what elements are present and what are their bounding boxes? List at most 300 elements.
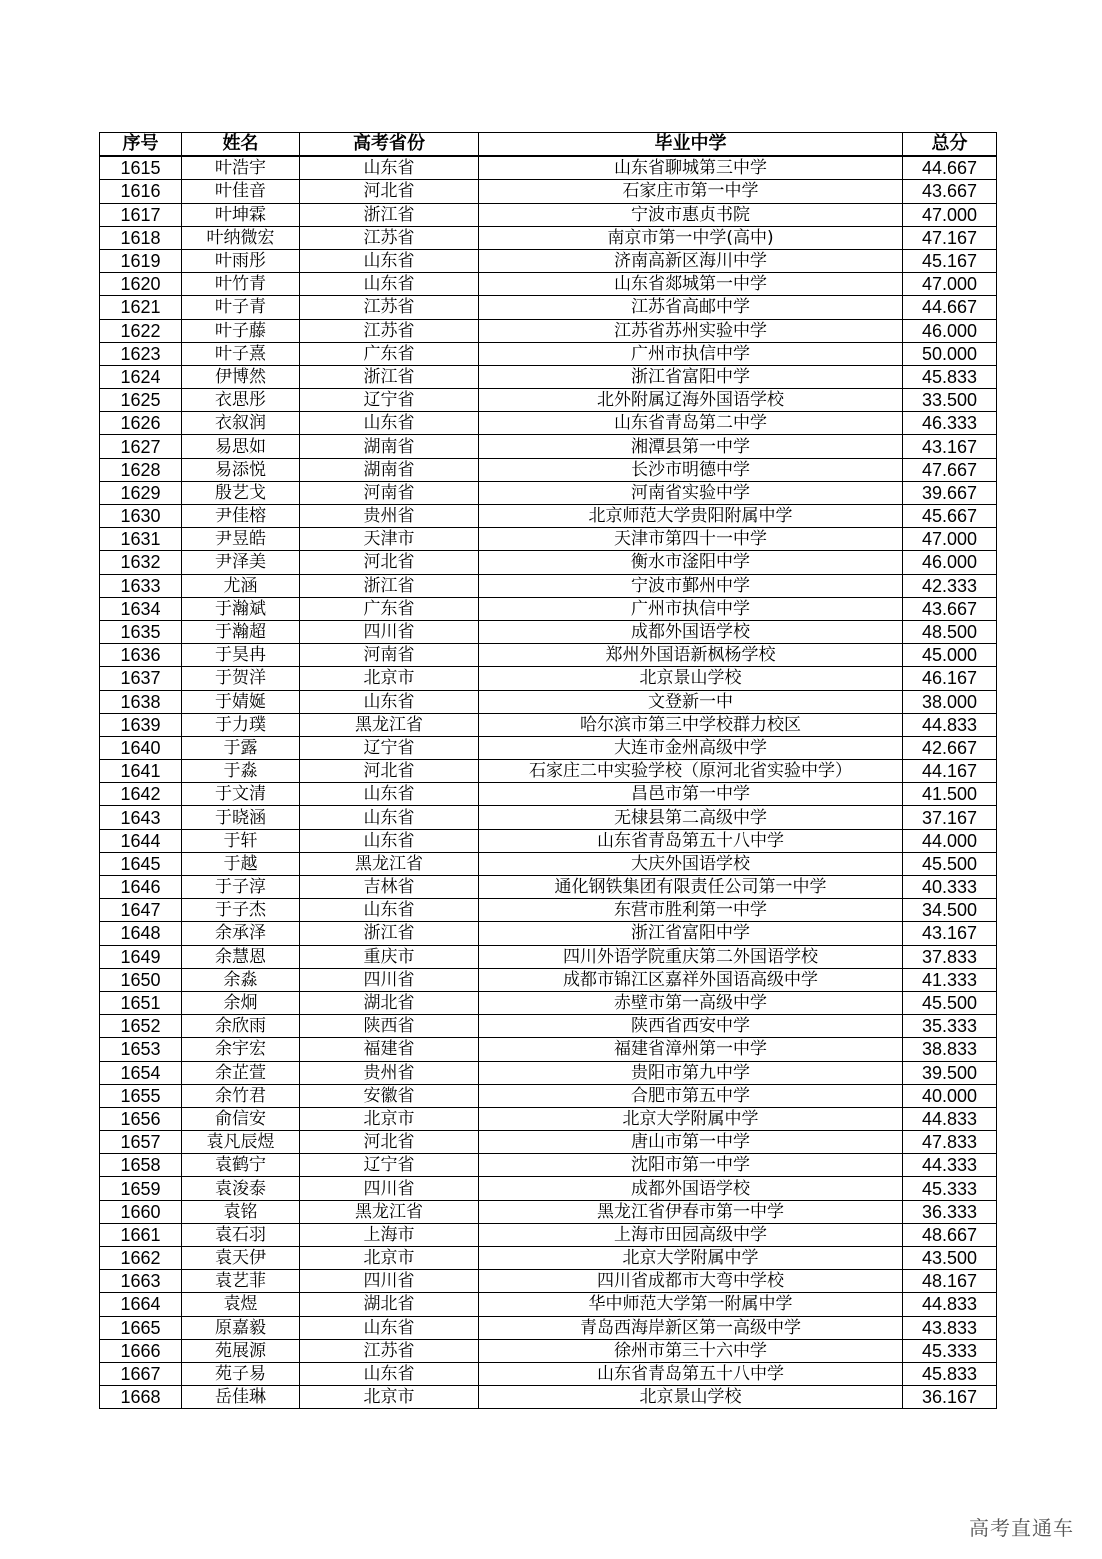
table-row: [100, 319, 997, 342]
table-row: [100, 574, 997, 597]
table-row: [100, 1270, 997, 1293]
cell-province: 山东省: [300, 412, 479, 435]
table-row: [100, 922, 997, 945]
cell-school: 宁波市鄞州中学: [479, 574, 903, 597]
header-province: 高考省份: [300, 133, 479, 157]
cell-name: 俞信安: [182, 1107, 300, 1130]
cell-name: 余炯: [182, 991, 300, 1014]
table-row: [100, 1015, 997, 1038]
table-row: [100, 945, 997, 968]
cell-province: 上海市: [300, 1223, 479, 1246]
table-row: [100, 1316, 997, 1339]
cell-province: 山东省: [300, 806, 479, 829]
header-index: 序号: [100, 133, 182, 157]
table-row: [100, 736, 997, 759]
table-row: [100, 1200, 997, 1223]
cell-school: 济南高新区海川中学: [479, 249, 903, 272]
cell-index: 1666: [100, 1339, 182, 1362]
cell-score: 45.833: [903, 365, 997, 388]
table-row: [100, 852, 997, 875]
cell-score: 47.667: [903, 458, 997, 481]
cell-province: 湖北省: [300, 991, 479, 1014]
cell-index: 1630: [100, 505, 182, 528]
cell-score: 44.833: [903, 1293, 997, 1316]
cell-school: 浙江省富阳中学: [479, 365, 903, 388]
cell-index: 1635: [100, 620, 182, 643]
cell-school: 成都外国语学校: [479, 620, 903, 643]
cell-name: 尹泽美: [182, 551, 300, 574]
cell-school: 通化钢铁集团有限责任公司第一中学: [479, 876, 903, 899]
table-row: [100, 1061, 997, 1084]
cell-school: 大连市金州高级中学: [479, 736, 903, 759]
cell-province: 浙江省: [300, 574, 479, 597]
cell-score: 45.167: [903, 249, 997, 272]
cell-province: 河北省: [300, 551, 479, 574]
cell-province: 山东省: [300, 899, 479, 922]
cell-province: 湖南省: [300, 458, 479, 481]
cell-name: 于贺洋: [182, 667, 300, 690]
table-row: [100, 1339, 997, 1362]
cell-score: 37.167: [903, 806, 997, 829]
cell-school: 长沙市明德中学: [479, 458, 903, 481]
cell-school: 衡水市滏阳中学: [479, 551, 903, 574]
cell-score: 48.667: [903, 1223, 997, 1246]
cell-province: 广东省: [300, 597, 479, 620]
cell-name: 叶竹青: [182, 273, 300, 296]
cell-province: 北京市: [300, 1386, 479, 1409]
table-row: [100, 389, 997, 412]
cell-score: 43.500: [903, 1247, 997, 1270]
table-header-row: [100, 133, 997, 157]
cell-name: 尹昱皓: [182, 528, 300, 551]
cell-index: 1655: [100, 1084, 182, 1107]
table-row: [100, 1223, 997, 1246]
cell-score: 45.000: [903, 644, 997, 667]
cell-score: 47.000: [903, 203, 997, 226]
cell-index: 1659: [100, 1177, 182, 1200]
table-row: [100, 296, 997, 319]
cell-school: 江苏省苏州实验中学: [479, 319, 903, 342]
cell-index: 1634: [100, 597, 182, 620]
table-row: [100, 1177, 997, 1200]
cell-school: 成都外国语学校: [479, 1177, 903, 1200]
cell-name: 原嘉毅: [182, 1316, 300, 1339]
cell-score: 39.667: [903, 481, 997, 504]
cell-name: 于轩: [182, 829, 300, 852]
cell-school: 沈阳市第一中学: [479, 1154, 903, 1177]
cell-score: 42.333: [903, 574, 997, 597]
cell-name: 于文清: [182, 783, 300, 806]
cell-province: 北京市: [300, 667, 479, 690]
cell-name: 易思如: [182, 435, 300, 458]
cell-index: 1663: [100, 1270, 182, 1293]
table-row: [100, 342, 997, 365]
cell-school: 福建省漳州第一中学: [479, 1038, 903, 1061]
cell-school: 河南省实验中学: [479, 481, 903, 504]
table-row: [100, 1293, 997, 1316]
cell-province: 江苏省: [300, 226, 479, 249]
cell-province: 河北省: [300, 1131, 479, 1154]
cell-score: 46.333: [903, 412, 997, 435]
cell-name: 易添悦: [182, 458, 300, 481]
cell-province: 山东省: [300, 273, 479, 296]
cell-name: 叶佳音: [182, 180, 300, 203]
cell-score: 36.167: [903, 1386, 997, 1409]
cell-index: 1636: [100, 644, 182, 667]
cell-name: 余欣雨: [182, 1015, 300, 1038]
table-row: [100, 1154, 997, 1177]
cell-score: 48.167: [903, 1270, 997, 1293]
cell-province: 黑龙江省: [300, 713, 479, 736]
table-row: [100, 1386, 997, 1409]
cell-name: 于露: [182, 736, 300, 759]
cell-school: 宁波市惠贞书院: [479, 203, 903, 226]
cell-school: 石家庄二中实验学校（原河北省实验中学）: [479, 760, 903, 783]
cell-name: 袁煜: [182, 1293, 300, 1316]
cell-school: 山东省青岛第五十八中学: [479, 829, 903, 852]
cell-index: 1649: [100, 945, 182, 968]
cell-score: 44.667: [903, 156, 997, 180]
cell-score: 44.833: [903, 713, 997, 736]
cell-province: 四川省: [300, 620, 479, 643]
cell-index: 1631: [100, 528, 182, 551]
cell-school: 东营市胜利第一中学: [479, 899, 903, 922]
cell-name: 袁铭: [182, 1200, 300, 1223]
cell-province: 浙江省: [300, 922, 479, 945]
cell-province: 湖北省: [300, 1293, 479, 1316]
cell-province: 四川省: [300, 968, 479, 991]
cell-province: 河南省: [300, 481, 479, 504]
cell-score: 45.667: [903, 505, 997, 528]
cell-name: 于瀚超: [182, 620, 300, 643]
cell-school: 北京大学附属中学: [479, 1107, 903, 1130]
cell-province: 四川省: [300, 1270, 479, 1293]
cell-school: 唐山市第一中学: [479, 1131, 903, 1154]
table-row: [100, 829, 997, 852]
cell-school: 北外附属辽海外国语学校: [479, 389, 903, 412]
cell-province: 山东省: [300, 249, 479, 272]
cell-index: 1638: [100, 690, 182, 713]
cell-score: 45.333: [903, 1177, 997, 1200]
table-row: [100, 620, 997, 643]
table-row: [100, 968, 997, 991]
cell-index: 1622: [100, 319, 182, 342]
cell-province: 河北省: [300, 760, 479, 783]
cell-school: 山东省青岛第五十八中学: [479, 1362, 903, 1385]
table-row: [100, 597, 997, 620]
cell-index: 1653: [100, 1038, 182, 1061]
cell-name: 于晓涵: [182, 806, 300, 829]
table-row: [100, 273, 997, 296]
cell-province: 四川省: [300, 1177, 479, 1200]
table-row: [100, 1084, 997, 1107]
cell-name: 苑展源: [182, 1339, 300, 1362]
cell-index: 1618: [100, 226, 182, 249]
cell-province: 黑龙江省: [300, 852, 479, 875]
cell-name: 苑子易: [182, 1362, 300, 1385]
cell-name: 于昊冉: [182, 644, 300, 667]
cell-index: 1624: [100, 365, 182, 388]
cell-name: 于力璞: [182, 713, 300, 736]
cell-name: 余宇宏: [182, 1038, 300, 1061]
cell-index: 1616: [100, 180, 182, 203]
cell-name: 袁石羽: [182, 1223, 300, 1246]
cell-name: 余慧恩: [182, 945, 300, 968]
cell-score: 41.500: [903, 783, 997, 806]
cell-province: 江苏省: [300, 319, 479, 342]
cell-score: 45.500: [903, 991, 997, 1014]
cell-school: 北京景山学校: [479, 667, 903, 690]
cell-province: 辽宁省: [300, 736, 479, 759]
cell-school: 山东省聊城第三中学: [479, 156, 903, 180]
cell-province: 浙江省: [300, 203, 479, 226]
cell-score: 44.667: [903, 296, 997, 319]
cell-index: 1645: [100, 852, 182, 875]
table-row: [100, 783, 997, 806]
cell-name: 叶雨彤: [182, 249, 300, 272]
cell-province: 贵州省: [300, 505, 479, 528]
cell-name: 尹佳榕: [182, 505, 300, 528]
table-row: [100, 1038, 997, 1061]
table-row: [100, 806, 997, 829]
table-row: [100, 899, 997, 922]
table-row: [100, 690, 997, 713]
cell-name: 尤涵: [182, 574, 300, 597]
cell-index: 1644: [100, 829, 182, 852]
cell-province: 山东省: [300, 829, 479, 852]
cell-school: 黑龙江省伊春市第一中学: [479, 1200, 903, 1223]
cell-name: 袁天伊: [182, 1247, 300, 1270]
cell-score: 37.833: [903, 945, 997, 968]
cell-index: 1632: [100, 551, 182, 574]
table-row: [100, 505, 997, 528]
cell-index: 1620: [100, 273, 182, 296]
cell-index: 1667: [100, 1362, 182, 1385]
cell-score: 46.000: [903, 551, 997, 574]
cell-province: 浙江省: [300, 365, 479, 388]
table-row: [100, 760, 997, 783]
cell-name: 袁凡辰煜: [182, 1131, 300, 1154]
cell-school: 上海市田园高级中学: [479, 1223, 903, 1246]
cell-score: 43.833: [903, 1316, 997, 1339]
cell-province: 安徽省: [300, 1084, 479, 1107]
cell-province: 辽宁省: [300, 1154, 479, 1177]
cell-score: 43.667: [903, 597, 997, 620]
cell-province: 湖南省: [300, 435, 479, 458]
cell-province: 河北省: [300, 180, 479, 203]
cell-name: 余芷萱: [182, 1061, 300, 1084]
cell-name: 袁浚泰: [182, 1177, 300, 1200]
table-row: [100, 249, 997, 272]
cell-score: 47.167: [903, 226, 997, 249]
table-row: [100, 1247, 997, 1270]
cell-index: 1623: [100, 342, 182, 365]
cell-score: 42.667: [903, 736, 997, 759]
cell-province: 辽宁省: [300, 389, 479, 412]
cell-score: 35.333: [903, 1015, 997, 1038]
cell-province: 福建省: [300, 1038, 479, 1061]
table-row: [100, 1131, 997, 1154]
cell-index: 1661: [100, 1223, 182, 1246]
cell-province: 山东省: [300, 156, 479, 180]
cell-school: 贵阳市第九中学: [479, 1061, 903, 1084]
cell-school: 大庆外国语学校: [479, 852, 903, 875]
cell-name: 余竹君: [182, 1084, 300, 1107]
cell-score: 41.333: [903, 968, 997, 991]
table-row: [100, 180, 997, 203]
cell-index: 1639: [100, 713, 182, 736]
cell-name: 叶坤霖: [182, 203, 300, 226]
cell-score: 39.500: [903, 1061, 997, 1084]
cell-score: 38.000: [903, 690, 997, 713]
cell-index: 1640: [100, 736, 182, 759]
table-row: [100, 435, 997, 458]
cell-name: 于子杰: [182, 899, 300, 922]
cell-province: 天津市: [300, 528, 479, 551]
cell-score: 44.833: [903, 1107, 997, 1130]
cell-index: 1650: [100, 968, 182, 991]
cell-name: 叶子藤: [182, 319, 300, 342]
header-school: 毕业中学: [479, 133, 903, 157]
cell-school: 成都市锦江区嘉祥外国语高级中学: [479, 968, 903, 991]
cell-index: 1657: [100, 1131, 182, 1154]
table-row: [100, 876, 997, 899]
watermark: 高考直通车: [969, 1516, 1074, 1540]
cell-score: 44.333: [903, 1154, 997, 1177]
table-row: [100, 528, 997, 551]
cell-name: 余淼: [182, 968, 300, 991]
cell-index: 1647: [100, 899, 182, 922]
cell-school: 昌邑市第一中学: [479, 783, 903, 806]
cell-name: 于淼: [182, 760, 300, 783]
cell-school: 郑州外国语新枫杨学校: [479, 644, 903, 667]
cell-index: 1642: [100, 783, 182, 806]
table-row: [100, 991, 997, 1014]
cell-province: 黑龙江省: [300, 1200, 479, 1223]
cell-school: 湘潭县第一中学: [479, 435, 903, 458]
cell-name: 于婧娫: [182, 690, 300, 713]
cell-name: 衣思彤: [182, 389, 300, 412]
table-row: [100, 667, 997, 690]
cell-score: 48.500: [903, 620, 997, 643]
cell-school: 赤壁市第一高级中学: [479, 991, 903, 1014]
table-row: [100, 644, 997, 667]
cell-index: 1643: [100, 806, 182, 829]
cell-score: 50.000: [903, 342, 997, 365]
cell-index: 1619: [100, 249, 182, 272]
header-name: 姓名: [182, 133, 300, 157]
cell-school: 天津市第四十一中学: [479, 528, 903, 551]
cell-name: 叶纳微宏: [182, 226, 300, 249]
cell-index: 1627: [100, 435, 182, 458]
header-score: 总分: [903, 133, 997, 157]
cell-school: 合肥市第五中学: [479, 1084, 903, 1107]
cell-score: 33.500: [903, 389, 997, 412]
cell-index: 1615: [100, 156, 182, 180]
cell-name: 袁艺菲: [182, 1270, 300, 1293]
cell-province: 陕西省: [300, 1015, 479, 1038]
cell-score: 44.000: [903, 829, 997, 852]
cell-name: 叶子青: [182, 296, 300, 319]
cell-index: 1651: [100, 991, 182, 1014]
cell-index: 1662: [100, 1247, 182, 1270]
cell-province: 山东省: [300, 690, 479, 713]
cell-province: 山东省: [300, 1316, 479, 1339]
cell-name: 岳佳琳: [182, 1386, 300, 1409]
cell-province: 河南省: [300, 644, 479, 667]
cell-index: 1668: [100, 1386, 182, 1409]
cell-index: 1641: [100, 760, 182, 783]
score-table: [99, 132, 997, 1409]
cell-name: 伊博然: [182, 365, 300, 388]
cell-score: 36.333: [903, 1200, 997, 1223]
cell-province: 贵州省: [300, 1061, 479, 1084]
cell-score: 45.500: [903, 852, 997, 875]
cell-province: 山东省: [300, 783, 479, 806]
cell-school: 陕西省西安中学: [479, 1015, 903, 1038]
cell-index: 1621: [100, 296, 182, 319]
cell-school: 徐州市第三十六中学: [479, 1339, 903, 1362]
table-row: [100, 1362, 997, 1385]
cell-province: 重庆市: [300, 945, 479, 968]
cell-school: 广州市执信中学: [479, 597, 903, 620]
cell-name: 叶浩宇: [182, 156, 300, 180]
cell-index: 1658: [100, 1154, 182, 1177]
cell-index: 1656: [100, 1107, 182, 1130]
cell-school: 文登新一中: [479, 690, 903, 713]
cell-name: 余承泽: [182, 922, 300, 945]
table-row: [100, 156, 997, 180]
cell-school: 浙江省富阳中学: [479, 922, 903, 945]
cell-index: 1652: [100, 1015, 182, 1038]
table-row: [100, 203, 997, 226]
cell-school: 青岛西海岸新区第一高级中学: [479, 1316, 903, 1339]
cell-province: 吉林省: [300, 876, 479, 899]
cell-score: 43.167: [903, 922, 997, 945]
table-row: [100, 481, 997, 504]
cell-school: 山东省郯城第一中学: [479, 273, 903, 296]
cell-school: 四川外语学院重庆第二外国语学校: [479, 945, 903, 968]
cell-score: 43.667: [903, 180, 997, 203]
cell-province: 广东省: [300, 342, 479, 365]
cell-score: 46.000: [903, 319, 997, 342]
cell-school: 四川省成都市大弯中学校: [479, 1270, 903, 1293]
cell-name: 叶子熹: [182, 342, 300, 365]
table-row: [100, 412, 997, 435]
table-row: [100, 1107, 997, 1130]
cell-score: 38.833: [903, 1038, 997, 1061]
cell-score: 40.000: [903, 1084, 997, 1107]
cell-name: 于越: [182, 852, 300, 875]
cell-school: 华中师范大学第一附属中学: [479, 1293, 903, 1316]
cell-school: 江苏省高邮中学: [479, 296, 903, 319]
cell-school: 山东省青岛第二中学: [479, 412, 903, 435]
cell-score: 47.000: [903, 273, 997, 296]
cell-score: 45.333: [903, 1339, 997, 1362]
cell-index: 1648: [100, 922, 182, 945]
cell-index: 1628: [100, 458, 182, 481]
cell-index: 1646: [100, 876, 182, 899]
cell-index: 1617: [100, 203, 182, 226]
cell-province: 山东省: [300, 1362, 479, 1385]
cell-index: 1654: [100, 1061, 182, 1084]
cell-index: 1637: [100, 667, 182, 690]
cell-index: 1626: [100, 412, 182, 435]
table-row: [100, 365, 997, 388]
cell-score: 44.167: [903, 760, 997, 783]
cell-name: 袁鹤宁: [182, 1154, 300, 1177]
cell-name: 殷艺戈: [182, 481, 300, 504]
